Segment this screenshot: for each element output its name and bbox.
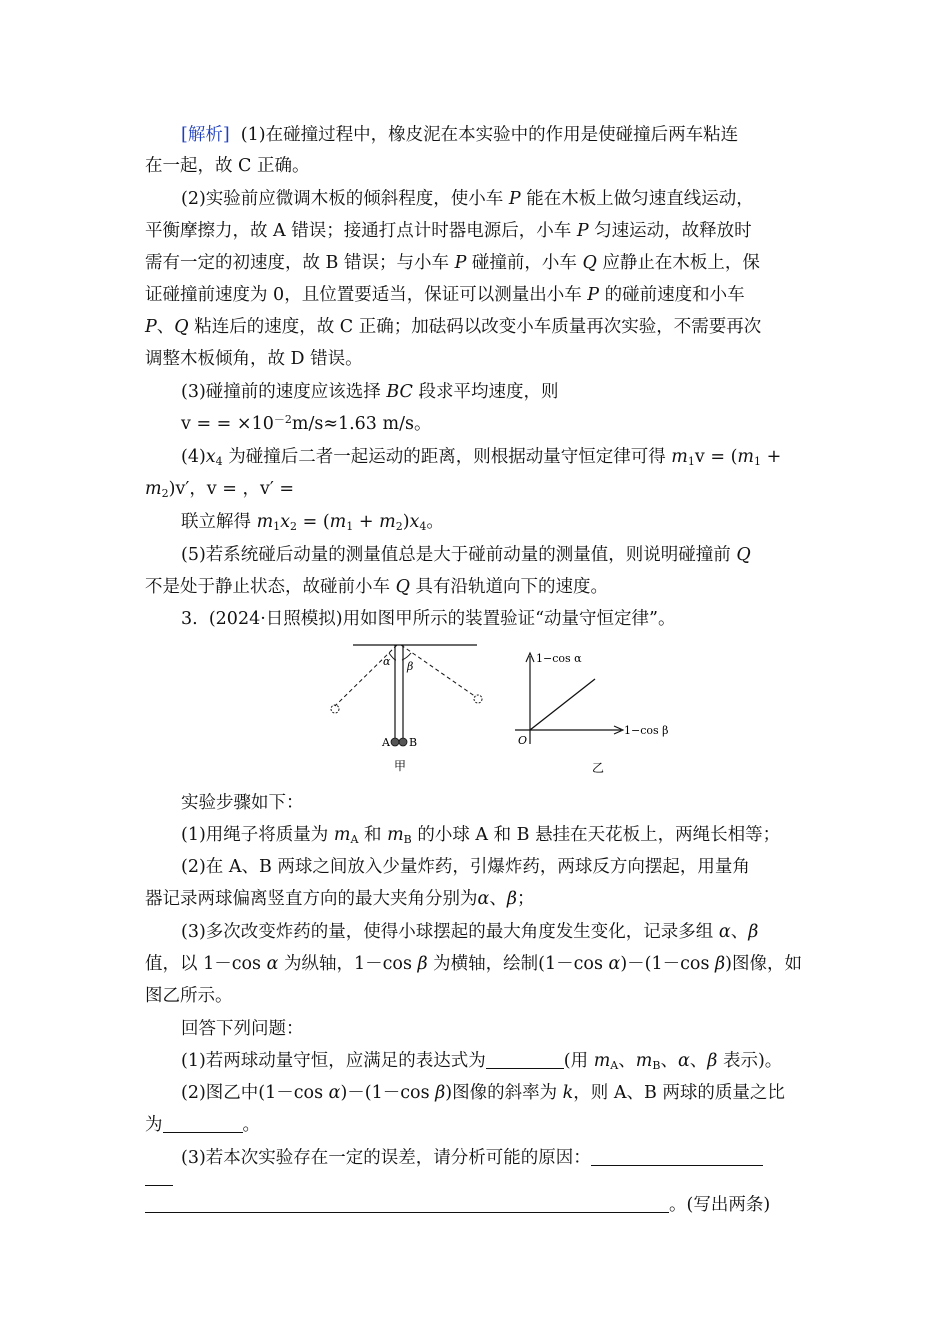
analysis-line: 调整木板倾角，故 D 错误。 bbox=[145, 349, 363, 369]
analysis-line: [解析] (1)在碰撞过程中，橡皮泥在本实验中的作用是使碰撞后两车粘连 bbox=[181, 125, 739, 145]
question-line: 为 。 bbox=[145, 1115, 260, 1135]
question-line: 。(写出两条) bbox=[145, 1193, 805, 1217]
figure-jia bbox=[325, 638, 490, 778]
step-line: (3)多次改变炸药的量，使得小球摆起的最大角度发生变化，记录多组 α、β bbox=[181, 922, 759, 942]
step-line: 值，以 1－cos α 为纵轴，1－cos β 为横轴，绘制(1－cos α)－(1－cos β)图像，如 bbox=[145, 954, 802, 974]
answer-blank-2[interactable] bbox=[163, 1114, 243, 1133]
analysis-line: 联立解得 $m_1x_2 = (m_1 + m_2)x_4$。 bbox=[181, 512, 444, 533]
answer-title: 回答下列问题： bbox=[181, 1019, 304, 1039]
analysis-line: (3)碰撞前的速度应该选择 BC 段求平均速度，则 bbox=[181, 382, 559, 402]
analysis-line: v = = $\times 10^{-2}m/s\approx 1.63$ m/s。 bbox=[181, 413, 432, 434]
step-line: (1)用绳子将质量为 $m_A$ 和 $m_B$ 的小球 A 和 B 悬挂在天花板上，两绳长相等； bbox=[181, 825, 781, 846]
steps-title: 实验步骤如下： bbox=[181, 793, 304, 813]
answer-blank-1[interactable] bbox=[486, 1050, 564, 1069]
ball-a bbox=[391, 738, 399, 746]
step-line: 器记录两球偏离竖直方向的最大夹角分别为α、β； bbox=[145, 889, 535, 909]
step-line: 图乙所示。 bbox=[145, 986, 233, 1006]
analysis-line: $m_2)v'$，v = ，v′ = bbox=[145, 479, 295, 500]
answer-blank-3b[interactable] bbox=[145, 1167, 173, 1186]
analysis-line: 证碰撞前速度为 0，且位置要适当，保证可以测量出小车 P 的碰前速度和小车 bbox=[145, 285, 745, 305]
question-line: (1)若两球动量守恒，应满足的表达式为 (用 $m_A$、$m_B$、α、β 表示)。 bbox=[181, 1051, 783, 1072]
analysis-line: 需有一定的初速度，故 B 错误；与小车 P 碰撞前，小车 Q 应静止在木板上，保 bbox=[145, 253, 760, 273]
x-axis-label: 1−cos β bbox=[624, 724, 669, 737]
analysis-label: [解析] bbox=[181, 125, 230, 145]
ball-b-swung bbox=[474, 695, 482, 703]
question-heading: 3. (2024·日照模拟)用如图甲所示的装置验证“动量守恒定律”。 bbox=[181, 609, 676, 629]
analysis-line: (5)若系统碰后动量的测量值总是大于碰前动量的测量值，则说明碰撞前 Q bbox=[181, 545, 751, 565]
figure-yi-label: 乙 bbox=[592, 761, 605, 775]
analysis-line: 不是处于静止状态，故碰前小车 Q 具有沿轨道向下的速度。 bbox=[145, 577, 608, 597]
question-line: (2)图乙中(1－cos α)－(1－cos β)图像的斜率为 k，则 A、B 两球的质量之比 bbox=[181, 1083, 785, 1103]
answer-blank-3c[interactable] bbox=[145, 1194, 669, 1213]
analysis-line: P、Q 粘连后的速度，故 C 正确；加砝码以改变小车质量再次实验，不需要再次 bbox=[145, 317, 762, 337]
figure-yi bbox=[505, 644, 680, 776]
answer-blank-3a[interactable] bbox=[591, 1147, 763, 1166]
data-line bbox=[530, 679, 595, 730]
ball-a-label: A bbox=[382, 736, 390, 749]
analysis-line: 平衡摩擦力，故 A 错误；接通打点计时器电源后，小车 P 匀速运动，故释放时 bbox=[145, 221, 752, 241]
angle-beta-label: β bbox=[407, 660, 414, 673]
question-line: (3)若本次实验存在一定的误差，请分析可能的原因： bbox=[181, 1146, 805, 1170]
step-line: (2)在 A、B 两球之间放入少量炸药，引爆炸药，两球反方向摆起，用量角 bbox=[181, 857, 750, 877]
analysis-line: 在一起，故 C 正确。 bbox=[145, 156, 310, 176]
origin-label: O bbox=[518, 734, 528, 747]
analysis-line: $(4)x_4$ 为碰撞后二者一起运动的距离，则根据动量守恒定律可得 $m_1v = (m_1$ + bbox=[181, 447, 782, 468]
ball-a-swung bbox=[331, 705, 339, 713]
ball-b bbox=[399, 738, 407, 746]
y-axis-label: 1−cos α bbox=[536, 652, 582, 665]
ball-b-label: B bbox=[409, 736, 418, 749]
figure-jia-label: 甲 bbox=[394, 759, 407, 773]
angle-alpha-label: α bbox=[383, 655, 391, 668]
question-line bbox=[145, 1166, 805, 1190]
analysis-line: (2)实验前应微调木板的倾斜程度，使小车 P 能在木板上做匀速直线运动， bbox=[181, 189, 754, 209]
